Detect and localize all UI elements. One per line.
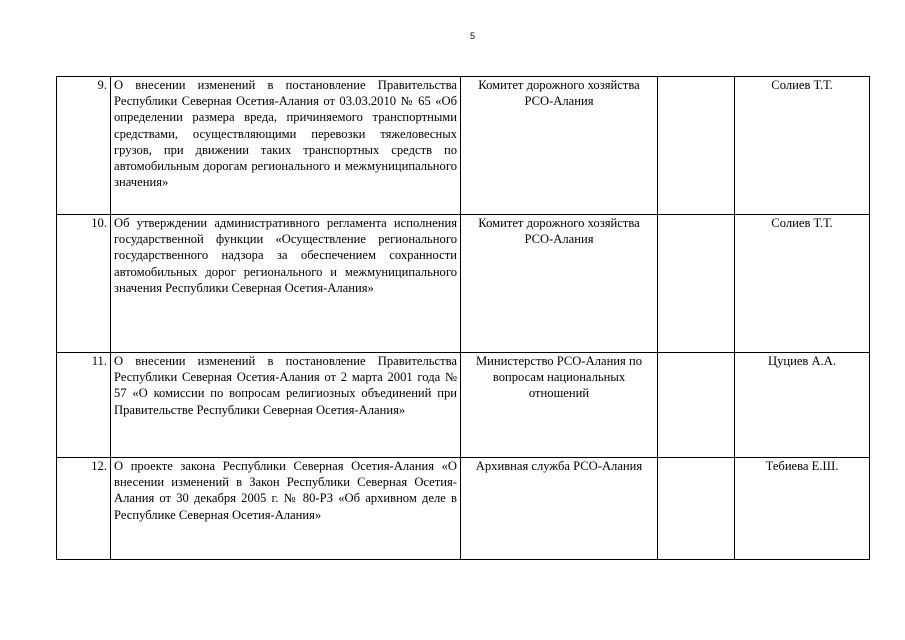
- plan-table: [56, 76, 870, 560]
- responsible-person: Тебиева Е.Ш.: [735, 458, 870, 560]
- responsible-body: Министерство РСО-Алания по вопросам национальных отношений: [461, 353, 658, 458]
- document-title: Об утверждении административного регламента исполнения государственной функции «Осуществление регионального государственного надзора за обеспечением сохранности автомобильных дорог регионального и межмуниципального значения Республики Северная Осетия-Алания»: [111, 215, 461, 353]
- responsible-body: Комитет дорожного хозяйства РСО-Алания: [461, 77, 658, 215]
- document-title: О внесении изменений в постановление Правительства Республики Северная Осетия-Алания от 03.03.2010 № 65 «Об определении размера вреда, причиняемого транспортными средствами, осуществляющими перевозки тяжеловесных грузов, при движении таких транспортных средств по автомобильным дорогам регионального и межмуниципального значения»: [111, 77, 461, 215]
- row-number: 10.: [57, 215, 111, 353]
- empty-cell: [658, 458, 735, 560]
- table-row: [57, 215, 870, 353]
- row-number: 9.: [57, 77, 111, 215]
- table-row: [57, 353, 870, 458]
- responsible-body: Архивная служба РСО-Алания: [461, 458, 658, 560]
- responsible-person: Солиев Т.Т.: [735, 77, 870, 215]
- row-number: 11.: [57, 353, 111, 458]
- row-number: 12.: [57, 458, 111, 560]
- empty-cell: [658, 77, 735, 215]
- responsible-person: Цуциев А.А.: [735, 353, 870, 458]
- empty-cell: [658, 353, 735, 458]
- table-row: [57, 458, 870, 560]
- empty-cell: [658, 215, 735, 353]
- responsible-body: Комитет дорожного хозяйства РСО-Алания: [461, 215, 658, 353]
- document-title: О внесении изменений в постановление Правительства Республики Северная Осетия-Алания от 2 марта 2001 года № 57 «О комиссии по вопросам религиозных объединений при Правительстве Республики Северная Осетия-Алания»: [111, 353, 461, 458]
- responsible-person: Солиев Т.Т.: [735, 215, 870, 353]
- page-number: 5: [469, 31, 475, 41]
- document-title: О проекте закона Республики Северная Осетия-Алания «О внесении изменений в Закон Республики Северная Осетия-Алания от 30 декабря 2005 г. № 80-РЗ «Об архивном деле в Республике Северная Осетия-Алания»: [111, 458, 461, 560]
- table-row: [57, 77, 870, 215]
